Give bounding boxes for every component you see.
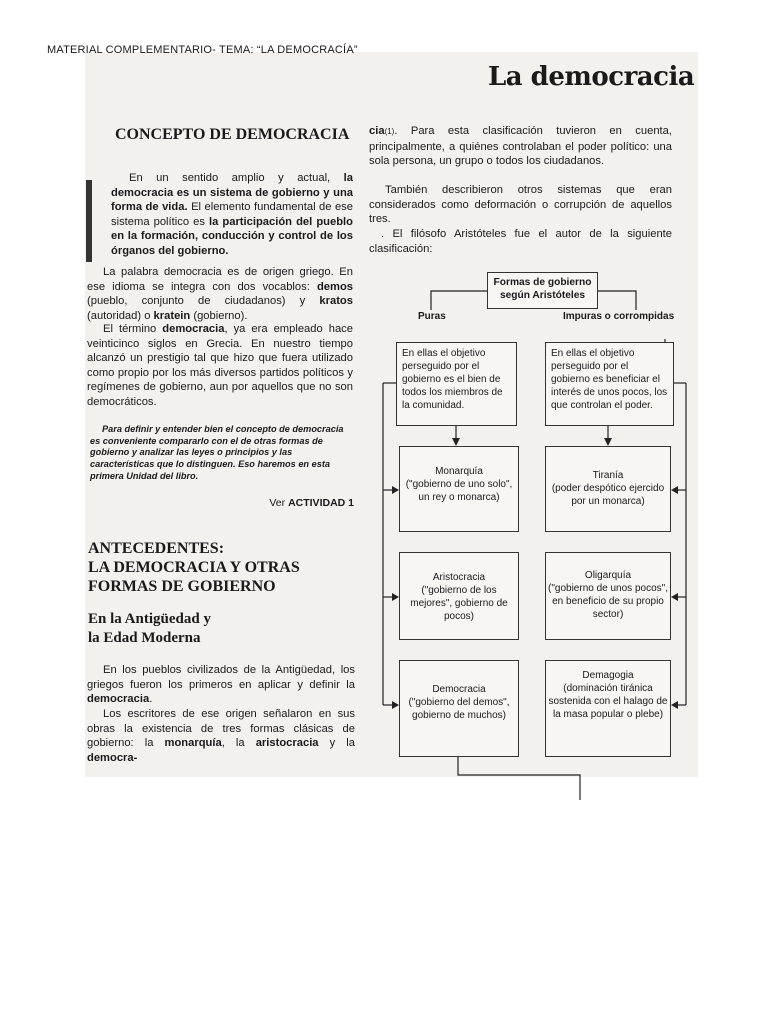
arrow-aristocracia (392, 593, 399, 601)
arrow-impure-desc (604, 438, 612, 446)
arrow-oligarquia (671, 593, 678, 601)
form-box-oligarquia: Oligarquía ("gobierno de unos pocos", en beneficio de su propio sector) (545, 552, 671, 640)
form-box-monarquia: Monarquía ("gobierno de uno solo", un rey o monarca) (399, 446, 519, 532)
concept-heading: CONCEPTO DE DEMOCRACIA (115, 126, 350, 143)
document-header-label: MATERIAL COMPLEMENTARIO- TEMA: “LA DEMOCRACÍA” (47, 44, 358, 56)
pure-forms-label: Puras (418, 311, 446, 322)
arrow-pure-desc (452, 438, 460, 446)
diagram-root-box: Formas de gobierno según Aristóteles (487, 272, 598, 309)
study-note: Para definir y entender bien el concepto de democracia es conveniente compararlo con el de otras formas de gobierno y analizar las leyes o principios y las características que lo distinguen. Eso haremos en esta primera Unidad del libro. (90, 424, 344, 481)
bottom-connector (458, 757, 580, 800)
antiquity-paragraph: En los pueblos civilizados de la Antigüedad, los griegos fueron los primeros en aplicar y definir la democracia. (87, 664, 355, 706)
form-box-tirania: Tiranía (poder despótico ejercido por un monarca) (545, 446, 671, 532)
pure-description-box: En ellas el objetivo perseguido por el gobierno es el bien de todos los miembros de la comunidad. (396, 342, 517, 426)
arrow-tirania (671, 486, 678, 494)
classification-paragraph: cia(1). Para esta clasificación tuvieron en cuenta, principalmente, a quiénes controlaban el poder político: una sola persona, un grupo o todos los ciudadanos. (369, 125, 672, 168)
writers-paragraph: Los escritores de ese origen señalaron en sus obras la existencia de tres formas clásicas de gobierno: la monarquía, la aristocracia y la democra- (87, 708, 355, 764)
connector-root-pure (431, 291, 487, 310)
impure-description-box: En ellas el objetivo perseguido por el gobierno es beneficiar el interés de unos pocos, los que controlan el poder. (545, 342, 674, 426)
antecedents-heading: ANTECEDENTES: LA DEMOCRACIA Y OTRAS FORMAS DE GOBIERNO (88, 540, 300, 595)
form-box-demagogia: Demagogia (dominación tiránica sostenida con el halago de la masa popular o plebe) (545, 660, 671, 757)
form-box-democracia: Democracia ("gobierno del demos", gobierno de muchos) (399, 660, 519, 757)
arrow-monarquia (392, 486, 399, 494)
arrow-demagogia (671, 701, 678, 709)
other-systems-paragraph: También describieron otros sistemas que eran considerados como deformación o corrupción de aquellos tres. (369, 184, 672, 226)
arrow-democracia (392, 701, 399, 709)
page-title: La democracia (488, 62, 695, 92)
aristotle-paragraph: . El filósofo Aristóteles fue el autor de la siguiente clasificación: (369, 228, 672, 255)
origin-paragraph: La palabra democracia es de origen griego. En ese idioma se integra con dos vocablos: demos (pueblo, conjunto de ciudadanos) y kratos (autoridad) o kratein (gobierno). (87, 266, 353, 322)
definition-paragraph: En un sentido amplio y actual, la democracia es un sistema de gobierno y una forma de vida. El elemento fundamental de ese sistema político es la participación del pueblo en la formación, conducción y control de los órganos del gobierno. (111, 172, 353, 257)
connector-root-impure (598, 291, 636, 310)
form-box-aristocracia: Aristocracia ("gobierno de los mejores", gobierno de pocos) (399, 552, 519, 640)
impure-forms-label: Impuras o corrompidas (563, 311, 675, 322)
activity-reference: Ver ACTIVIDAD 1 (269, 497, 354, 509)
antiquity-subheading: En la Antigüedad y la Edad Moderna (88, 611, 211, 646)
term-paragraph: El término democracia, ya era empleado hace veinticinco siglos en Grecia. En nuestro tiempo alcanzó un prestigio tal que hizo que fuera utilizado como propio por los más diversos partidos políticos y regímenes de gobierno, aun por aquellos que no son democráticos. (87, 323, 353, 408)
